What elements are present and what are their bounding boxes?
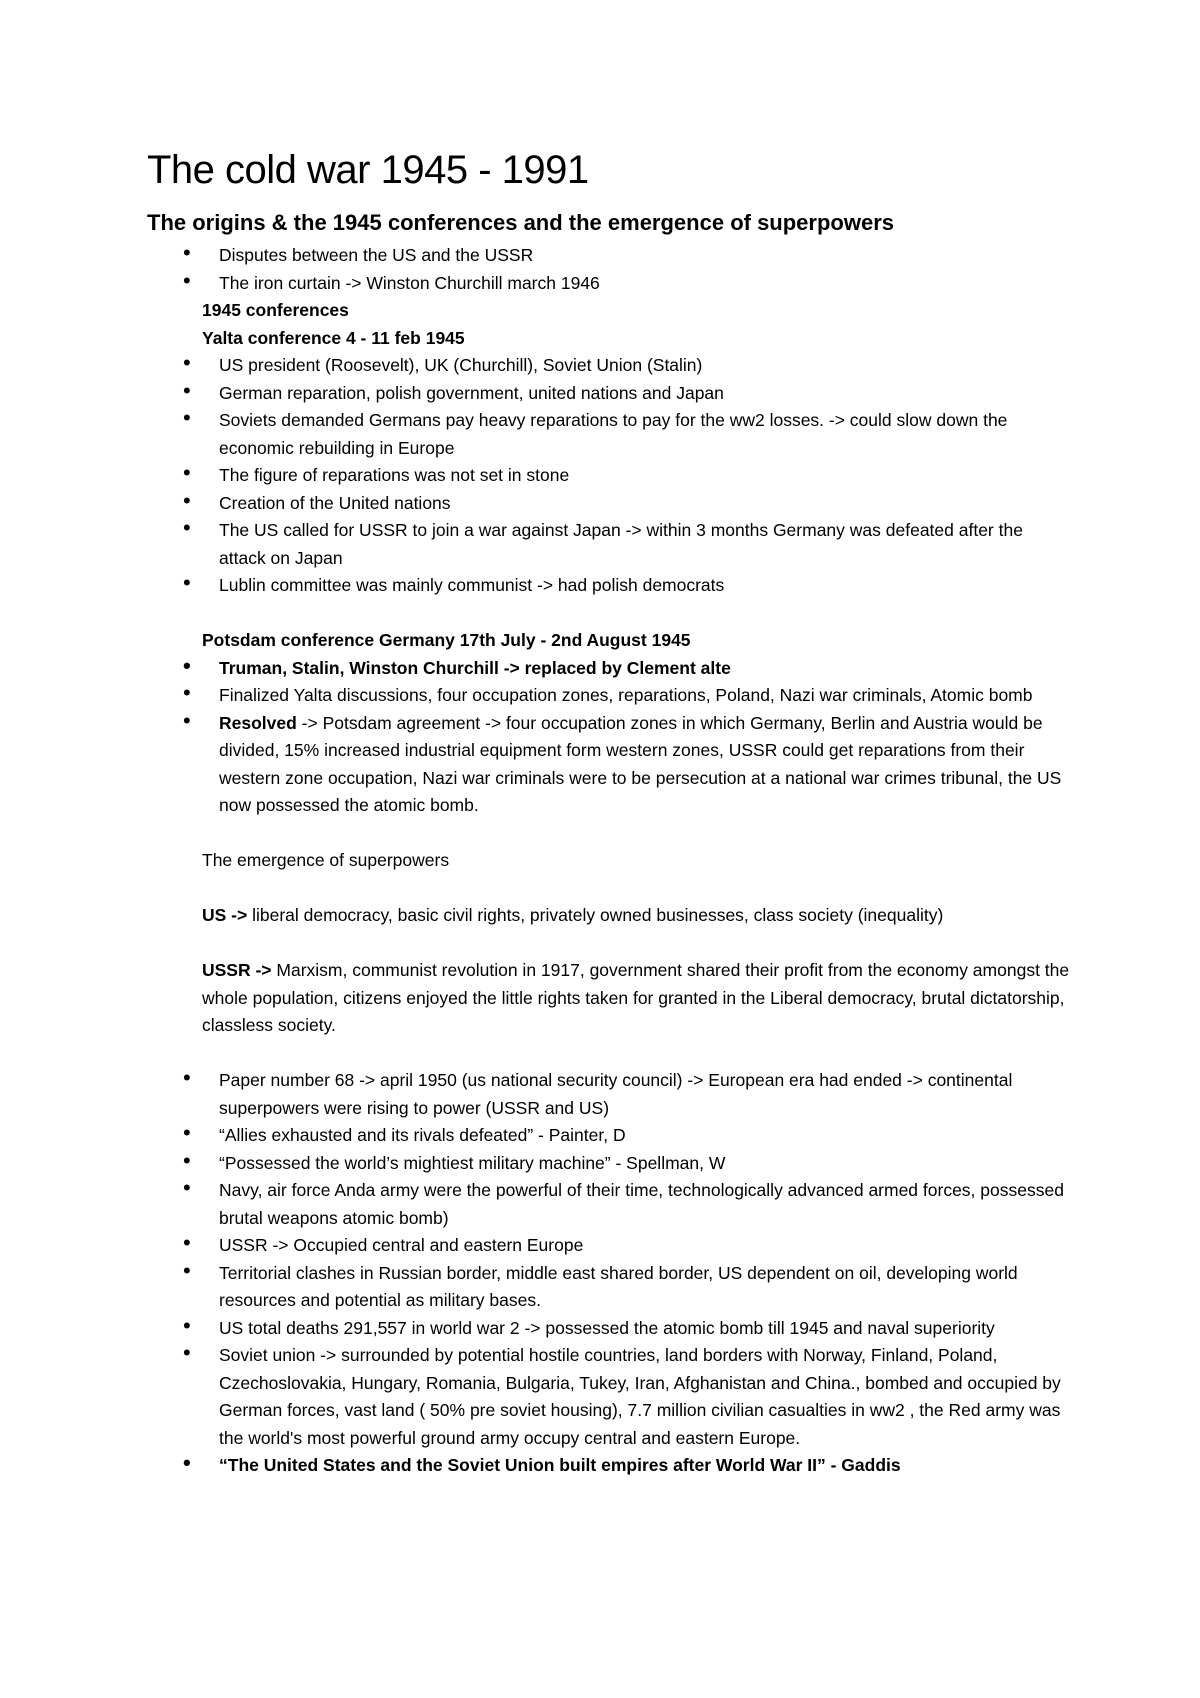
spacer <box>0 875 1200 903</box>
spacer <box>0 600 1200 628</box>
document-subtitle: The origins & the 1945 conferences and the emergence of superpowers <box>147 210 895 235</box>
list-item: • “The United States and the Soviet Union built empires after World War II” - Gaddis <box>0 1452 1074 1480</box>
emergence-heading: The emergence of superpowers <box>202 850 450 870</box>
list-item: • The US called for USSR to join a war against Japan -> within 3 months Germany was defeated after the attack on Japan <box>0 517 1074 572</box>
list-item: • US total deaths 291,557 in world war 2 -> possessed the atomic bomb till 1945 and naval superiority <box>0 1315 1074 1343</box>
superpowers-list <box>0 1067 1200 1480</box>
list-item: • The figure of reparations was not set in stone <box>0 462 1074 490</box>
intro-list <box>0 242 1200 297</box>
list-item: • US president (Roosevelt), UK (Churchill), Soviet Union (Stalin) <box>0 352 1074 380</box>
us-paragraph <box>0 902 1082 930</box>
document-body <box>0 242 1200 1480</box>
spacer <box>0 1040 1200 1068</box>
yalta-list <box>0 352 1200 600</box>
resolved-label: Resolved <box>219 712 297 733</box>
us-label: US -> <box>202 905 248 925</box>
list-item: • USSR -> Occupied central and eastern Europe <box>0 1232 1074 1260</box>
list-item: • Creation of the United nations <box>0 490 1074 518</box>
ussr-text: Marxism, communist revolution in 1917, government shared their profit from the economy amongst the whole population, citizens enjoyed the little rights taken for granted in the Liberal democracy, brutal dictatorship, classless society. <box>202 960 1070 1035</box>
yalta-heading: Yalta conference 4 - 11 feb 1945 <box>202 327 465 348</box>
ussr-paragraph <box>0 957 1082 1040</box>
list-item: • “Possessed the world’s mightiest military machine” - Spellman, W <box>0 1150 1074 1178</box>
list-item: • Paper number 68 -> april 1950 (us national security council) -> European era had ended -> continental superpowers were rising to power (USSR and US) <box>0 1067 1074 1122</box>
list-item: • Finalized Yalta discussions, four occupation zones, reparations, Poland, Nazi war criminals, Atomic bomb <box>0 682 1074 710</box>
list-item: • Territorial clashes in Russian border, middle east shared border, US dependent on oil, developing world resources and potential as military bases. <box>0 1260 1074 1315</box>
list-item <box>0 710 1074 820</box>
resolved-text: -> Potsdam agreement -> four occupation zones in which Germany, Berlin and Austria would be divided, 15% increased industrial equipment form western zones, USSR could get reparations from their western zone occupation, Nazi war criminals were to be persecution at a national war crimes tribunal, the US now possessed the atomic bomb. <box>219 712 1062 815</box>
spacer <box>0 930 1200 958</box>
potsdam-list <box>0 655 1200 820</box>
document-title: The cold war 1945 - 1991 <box>147 148 589 192</box>
list-item: • Navy, air force Anda army were the powerful of their time, technologically advanced armed forces, possessed brutal weapons atomic bomb) <box>0 1177 1074 1232</box>
list-item: • German reparation, polish government, united nations and Japan <box>0 380 1074 408</box>
list-item: • Truman, Stalin, Winston Churchill -> replaced by Clement alte <box>0 655 1074 683</box>
list-item: • Disputes between the US and the USSR <box>0 242 1074 270</box>
spacer <box>0 820 1200 848</box>
list-item: • Lublin committee was mainly communist -> had polish democrats <box>0 572 1074 600</box>
us-text: liberal democracy, basic civil rights, privately owned businesses, class society (inequality) <box>247 905 944 925</box>
potsdam-heading: Potsdam conference Germany 17th July - 2nd August 1945 <box>202 630 691 650</box>
list-item: • Soviet union -> surrounded by potential hostile countries, land borders with Norway, Finland, Poland, Czechoslovakia, Hungary, Romania, Bulgaria, Tukey, Iran, Afghanistan and China., bombed and occupied by German forces, vast land ( 50% pre soviet housing), 7.7 million civilian casualties in ww2 , the Red army was the world's most powerful ground army occupy central and eastern Europe. <box>0 1342 1074 1452</box>
list-item: • Soviets demanded Germans pay heavy reparations to pay for the ww2 losses. -> could slow down the economic rebuilding in Europe <box>0 407 1074 462</box>
ussr-label: USSR -> <box>202 960 272 980</box>
conferences-heading: 1945 conferences <box>202 300 349 320</box>
list-item: • “Allies exhausted and its rivals defeated” - Painter, D <box>0 1122 1074 1150</box>
list-item: • The iron curtain -> Winston Churchill march 1946 <box>0 270 1074 298</box>
